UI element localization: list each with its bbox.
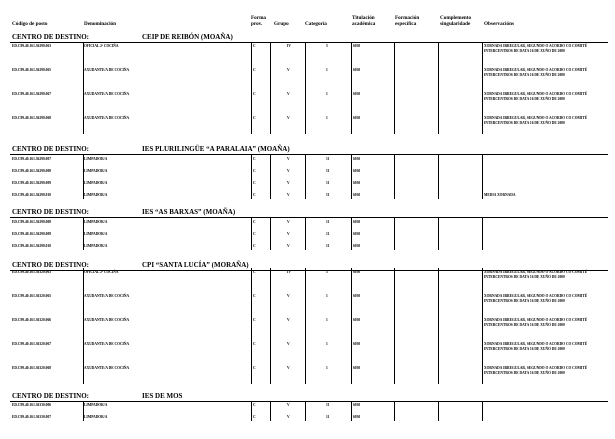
- cell-categoria: 11: [326, 244, 330, 248]
- cell-code: ED.C99.40.161.36290.010: [12, 244, 52, 248]
- column-divider: [482, 218, 483, 250]
- cell-denominacion: LIMPADOR/A: [84, 220, 108, 224]
- section-label: CENTRO DE DESTINO:: [12, 208, 90, 216]
- header-denominacion: Denominación: [84, 21, 116, 27]
- column-divider: [394, 218, 395, 250]
- column-divider: [438, 42, 439, 134]
- cell-forma-prov: C: [253, 342, 256, 346]
- cell-titulacion: 6030: [353, 92, 361, 96]
- cell-forma-prov: C: [253, 193, 256, 197]
- cell-grupo: V: [287, 169, 290, 173]
- cell-grupo: V: [287, 318, 290, 322]
- cell-denominacion: AXUDANTE/A DE COCIÑA: [84, 68, 130, 72]
- column-divider: [394, 268, 395, 384]
- section-label: CENTRO DE DESTINO:: [12, 261, 90, 269]
- column-divider: [351, 401, 352, 421]
- cell-denominacion: LIMPADOR/A: [84, 181, 108, 185]
- column-divider: [251, 268, 252, 384]
- cell-grupo: V: [287, 415, 290, 419]
- cell-titulacion: 6030: [353, 232, 361, 236]
- cell-categoria: 11: [326, 181, 330, 185]
- header-complemento: Complemento singularidade: [440, 15, 472, 27]
- cell-grupo: V: [287, 220, 290, 224]
- cell-code: ED.C99.40.161.36330.007: [12, 415, 52, 419]
- cell-observacions: XORNADA IRREGULAR, SEGUNDO O ACORDO CO COMITÉ INTERCENTROS DE DATA 16 DE XUÑO DE 2000: [484, 318, 588, 327]
- cell-grupo: IV: [287, 270, 291, 274]
- section-label: CENTRO DE DESTINO:: [12, 33, 90, 41]
- cell-titulacion: 6030: [353, 220, 361, 224]
- cell-titulacion: 6030: [353, 157, 361, 161]
- cell-titulacion: 6030: [353, 116, 361, 120]
- cell-grupo: V: [287, 193, 290, 197]
- cell-code: ED.C99.40.161.36320.067: [12, 342, 52, 346]
- cell-denominacion: AXUDANTE/A DE COCIÑA: [84, 342, 130, 346]
- cell-titulacion: 6030: [353, 318, 361, 322]
- cell-titulacion: 6030: [353, 342, 361, 346]
- cell-grupo: V: [287, 232, 290, 236]
- cell-categoria: 1: [326, 68, 328, 72]
- column-divider: [251, 218, 252, 250]
- cell-titulacion: 6030: [353, 44, 361, 48]
- cell-observacions: XORNADA IRREGULAR, SEGUNDO O ACORDO CO COMITÉ INTERCENTROS DE DATA 16 DE XUÑO DE 2000: [484, 44, 588, 53]
- header-forma-prov: Forma prov.: [251, 15, 266, 27]
- column-divider: [351, 155, 352, 199]
- cell-titulacion: 6030: [353, 270, 361, 274]
- cell-denominacion: LIMPADOR/A: [84, 193, 108, 197]
- header-grupo: Grupo: [274, 21, 289, 27]
- cell-denominacion: OFICIAL 2ª COCIÑA: [84, 270, 119, 274]
- cell-observacions: XORNADA IRREGULAR, SEGUNDO O ACORDO CO COMITÉ INTERCENTROS DE DATA 16 DE XUÑO DE 2000: [484, 116, 588, 125]
- cell-categoria: 1: [326, 318, 328, 322]
- column-divider: [482, 155, 483, 199]
- column-divider: [251, 401, 252, 421]
- header-observacions: Observacións: [484, 21, 514, 27]
- section-name: CEIP DE REIBÓN (MOAÑA): [142, 33, 233, 41]
- column-divider: [394, 401, 395, 421]
- column-divider: [394, 42, 395, 134]
- header-categoria: Categoría: [305, 21, 327, 27]
- cell-categoria: 11: [326, 220, 330, 224]
- cell-forma-prov: C: [253, 232, 256, 236]
- column-divider: [305, 218, 306, 250]
- section-rule: [10, 42, 608, 43]
- column-divider: [270, 218, 271, 250]
- column-divider: [251, 42, 252, 134]
- cell-denominacion: LIMPADOR/A: [84, 232, 108, 236]
- cell-code: ED.C99.40.161.36290.009: [12, 181, 52, 185]
- column-divider: [270, 401, 271, 421]
- cell-denominacion: AXUDANTE/A DE COCIÑA: [84, 116, 130, 120]
- cell-grupo: IV: [287, 44, 291, 48]
- column-divider: [270, 155, 271, 199]
- cell-code: ED.C99.40.161.36290.067: [12, 92, 52, 96]
- cell-titulacion: 6030: [353, 244, 361, 248]
- cell-denominacion: AXUDANTE/A DE COCIÑA: [84, 318, 130, 322]
- cell-titulacion: 6030: [353, 366, 361, 370]
- column-divider: [482, 401, 483, 421]
- header-codigo: Código de posto: [12, 21, 48, 27]
- column-divider: [351, 218, 352, 250]
- cell-observacions: MEDIA XORNADA: [484, 193, 516, 197]
- cell-categoria: 1: [326, 116, 328, 120]
- cell-denominacion: LIMPADOR/A: [84, 244, 108, 248]
- cell-code: ED.C99.40.161.36290.010: [12, 193, 52, 197]
- cell-denominacion: AXUDANTE/A DE COCIÑA: [84, 92, 130, 96]
- column-divider: [482, 42, 483, 134]
- cell-titulacion: 6030: [353, 181, 361, 185]
- cell-categoria: 1: [326, 366, 328, 370]
- cell-code: ED.C99.40.161.36290.063: [12, 44, 52, 48]
- cell-categoria: 5: [326, 270, 328, 274]
- cell-grupo: V: [287, 366, 290, 370]
- cell-observacions: XORNADA IRREGULAR, SEGUNDO O ACORDO CO COMITÉ INTERCENTROS DE DATA 16 DE XUÑO DE 2000: [484, 68, 588, 77]
- cell-code: ED.C99.40.161.36320.063: [12, 270, 52, 274]
- cell-categoria: 1: [326, 92, 328, 96]
- cell-categoria: 1: [326, 294, 328, 298]
- cell-categoria: 11: [326, 157, 330, 161]
- cell-code: ED.C99.40.161.36290.068: [12, 116, 52, 120]
- cell-categoria: 1: [326, 342, 328, 346]
- cell-observacions: XORNADA IRREGULAR, SEGUNDO O ACORDO CO COMITÉ INTERCENTROS DE DATA 16 DE XUÑO DE 2000: [484, 366, 588, 375]
- cell-grupo: V: [287, 244, 290, 248]
- column-divider: [305, 268, 306, 384]
- cell-denominacion: LIMPADOR/A: [84, 403, 108, 407]
- cell-denominacion: LIMPADOR/A: [84, 157, 108, 161]
- cell-forma-prov: C: [253, 169, 256, 173]
- column-divider: [270, 268, 271, 384]
- cell-titulacion: 6030: [353, 415, 361, 419]
- cell-titulacion: 6030: [353, 169, 361, 173]
- cell-titulacion: 6030: [353, 403, 361, 407]
- cell-grupo: V: [287, 68, 290, 72]
- column-divider: [351, 268, 352, 384]
- cell-forma-prov: C: [253, 44, 256, 48]
- cell-forma-prov: C: [253, 181, 256, 185]
- section-label: CENTRO DE DESTINO:: [12, 392, 90, 400]
- cell-code: ED.C99.40.161.36290.007: [12, 157, 52, 161]
- column-divider: [482, 268, 483, 384]
- cell-observacions: XORNADA IRREGULAR, SEGUNDO O ACORDO CO COMITÉ INTERCENTROS DE DATA 16 DE XUÑO DE 2000: [484, 342, 588, 351]
- cell-grupo: V: [287, 116, 290, 120]
- section-label: CENTRO DE DESTINO:: [12, 145, 90, 153]
- section-name: IES DE MOS: [142, 392, 183, 400]
- cell-categoria: 11: [326, 415, 330, 419]
- cell-code: ED.C99.40.161.36320.065: [12, 294, 52, 298]
- cell-code: ED.C99.40.161.36290.008: [12, 220, 52, 224]
- section-name: IES PLURILINGÜE “A PARALAIA” (MOAÑA): [142, 145, 290, 153]
- cell-categoria: 11: [326, 232, 330, 236]
- cell-titulacion: 6030: [353, 294, 361, 298]
- column-divider: [251, 155, 252, 199]
- column-divider: [438, 155, 439, 199]
- cell-forma-prov: C: [253, 244, 256, 248]
- cell-grupo: V: [287, 181, 290, 185]
- cell-grupo: V: [287, 157, 290, 161]
- column-divider: [83, 42, 84, 134]
- cell-forma-prov: C: [253, 270, 256, 274]
- cell-grupo: V: [287, 342, 290, 346]
- column-divider: [438, 268, 439, 384]
- column-divider: [305, 401, 306, 421]
- cell-code: ED.C99.40.161.36320.066: [12, 318, 52, 322]
- cell-forma-prov: C: [253, 403, 256, 407]
- cell-observacions: XORNADA IRREGULAR, SEGUNDO O ACORDO CO COMITÉ INTERCENTROS DE DATA 16 DE XUÑO DE 2000: [484, 270, 588, 279]
- cell-forma-prov: C: [253, 92, 256, 96]
- column-divider: [305, 155, 306, 199]
- cell-categoria: 11: [326, 169, 330, 173]
- cell-denominacion: OFICIAL 2ª COCIÑA: [84, 44, 119, 48]
- section-name: IES “AS BARXAS” (MOAÑA): [142, 208, 236, 216]
- cell-titulacion: 6030: [353, 68, 361, 72]
- column-divider: [394, 155, 395, 199]
- cell-denominacion: AXUDANTE/A DE COCIÑA: [84, 294, 130, 298]
- cell-code: ED.C99.40.161.36330.006: [12, 403, 52, 407]
- column-divider: [305, 42, 306, 134]
- column-divider: [351, 42, 352, 134]
- cell-code: ED.C99.40.161.36290.008: [12, 169, 52, 173]
- column-divider: [270, 42, 271, 134]
- section-rule: [10, 401, 608, 402]
- cell-forma-prov: C: [253, 116, 256, 120]
- cell-observacions: XORNADA IRREGULAR, SEGUNDO O ACORDO CO COMITÉ INTERCENTROS DE DATA 16 DE XUÑO DE 2000: [484, 92, 588, 101]
- column-divider: [438, 218, 439, 250]
- cell-titulacion: 6030: [353, 193, 361, 197]
- header-titulacion: Titulación académica: [352, 15, 376, 27]
- column-divider: [438, 401, 439, 421]
- cell-denominacion: LIMPADOR/A: [84, 169, 108, 173]
- cell-forma-prov: C: [253, 415, 256, 419]
- cell-grupo: V: [287, 294, 290, 298]
- cell-denominacion: LIMPADOR/A: [84, 415, 108, 419]
- section-name: CPI “SANTA LUCÍA” (MORAÑA): [142, 261, 249, 269]
- cell-forma-prov: C: [253, 294, 256, 298]
- cell-forma-prov: C: [253, 366, 256, 370]
- header-formacion: Formación específica: [395, 15, 420, 27]
- section-rule: [10, 154, 608, 155]
- cell-categoria: 5: [326, 44, 328, 48]
- cell-code: ED.C99.40.161.36290.065: [12, 68, 52, 72]
- cell-forma-prov: C: [253, 157, 256, 161]
- cell-forma-prov: C: [253, 220, 256, 224]
- cell-categoria: 11: [326, 193, 330, 197]
- cell-categoria: 11: [326, 403, 330, 407]
- cell-code: ED.C99.40.161.36290.009: [12, 232, 52, 236]
- section-rule: [10, 217, 608, 218]
- cell-grupo: V: [287, 92, 290, 96]
- cell-grupo: V: [287, 403, 290, 407]
- cell-code: ED.C99.40.161.36320.068: [12, 366, 52, 370]
- cell-forma-prov: C: [253, 68, 256, 72]
- cell-forma-prov: C: [253, 318, 256, 322]
- cell-denominacion: AXUDANTE/A DE COCIÑA: [84, 366, 130, 370]
- cell-observacions: XORNADA IRREGULAR, SEGUNDO O ACORDO CO COMITÉ INTERCENTROS DE DATA 16 DE XUÑO DE 2000: [484, 294, 588, 303]
